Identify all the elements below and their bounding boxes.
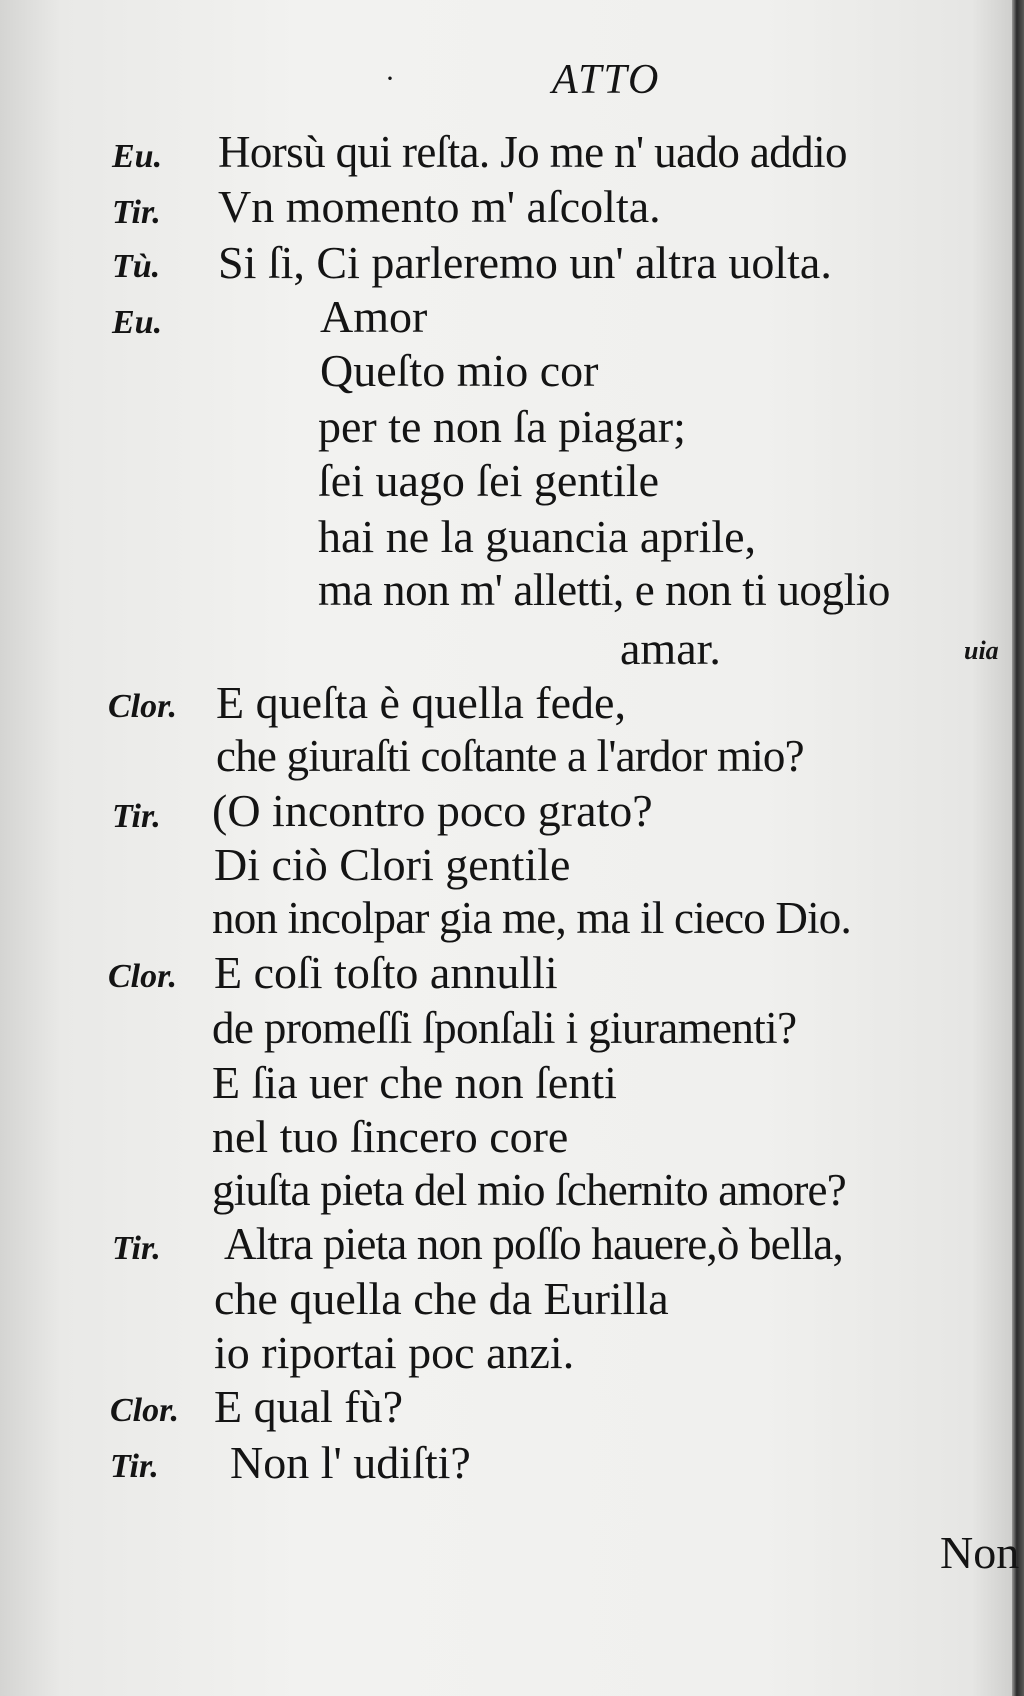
verse-line: Amor <box>320 291 428 342</box>
verse-line: Di ciò Clori gentile <box>214 839 571 890</box>
running-title: ATTO <box>552 57 661 103</box>
verse-line: ſei uago ſei gentile <box>318 455 660 506</box>
speaker-label: Eu. <box>112 304 163 341</box>
verse-line: che giuraſti coſtante a l'ardor mio? <box>216 731 804 781</box>
verse-line: ma non m' alletti, e non ti uoglio <box>318 565 890 615</box>
verse-line: Vn momento m' aſcolta. <box>218 181 661 232</box>
verse-line: E qual fù? <box>214 1381 404 1432</box>
verse-line: Altra pieta non poſſo hauere,ò bella, <box>224 1219 843 1269</box>
speaker-label: Clor. <box>108 958 177 995</box>
verse-line: (O incontro poco grato? <box>212 785 653 836</box>
verse-line: per te non ſa piagar; <box>318 401 686 452</box>
verse-line: amar. <box>620 623 721 674</box>
header-dot: · <box>385 62 395 95</box>
stage-direction: uia <box>964 636 999 665</box>
book-spine <box>1012 0 1024 1696</box>
verse-line: E coſi toſto annulli <box>214 947 558 998</box>
catchword: Non <box>940 1527 1020 1578</box>
verse-line: de promeſſi ſponſali i giuramenti? <box>212 1003 797 1053</box>
verse-line: nel tuo ſincero core <box>212 1111 569 1162</box>
speaker-label: Tù. <box>112 248 161 285</box>
verse-line: io riportai poc anzi. <box>214 1327 575 1378</box>
verse-line: Non l' udiſti? <box>230 1437 471 1488</box>
verse-line: hai ne la guancia aprile, <box>318 511 757 562</box>
speaker-label: Clor. <box>110 1392 179 1429</box>
verse-line: Horsù qui reſta. Jo me n' uado addio <box>218 127 847 177</box>
verse-line: giuſta pieta del mio ſchernito amore? <box>212 1165 846 1215</box>
verse-line: Si ſi, Ci parleremo un' altra uolta. <box>218 237 832 288</box>
speaker-label: Tir. <box>112 1230 161 1267</box>
verse-line: non incolpar gia me, ma il cieco Dio. <box>212 893 851 943</box>
verse-line: E queſta è quella fede, <box>216 677 626 728</box>
speaker-label: Tir. <box>112 194 161 231</box>
speaker-label: Tir. <box>110 1448 159 1485</box>
verse-line: Queſto mio cor <box>320 345 599 396</box>
verse-line: che quella che da Eurilla <box>214 1273 669 1324</box>
speaker-label: Tir. <box>112 798 161 835</box>
speaker-label: Eu. <box>112 138 163 175</box>
verse-line: E ſia uer che non ſenti <box>212 1057 617 1108</box>
speaker-label: Clor. <box>108 688 177 725</box>
